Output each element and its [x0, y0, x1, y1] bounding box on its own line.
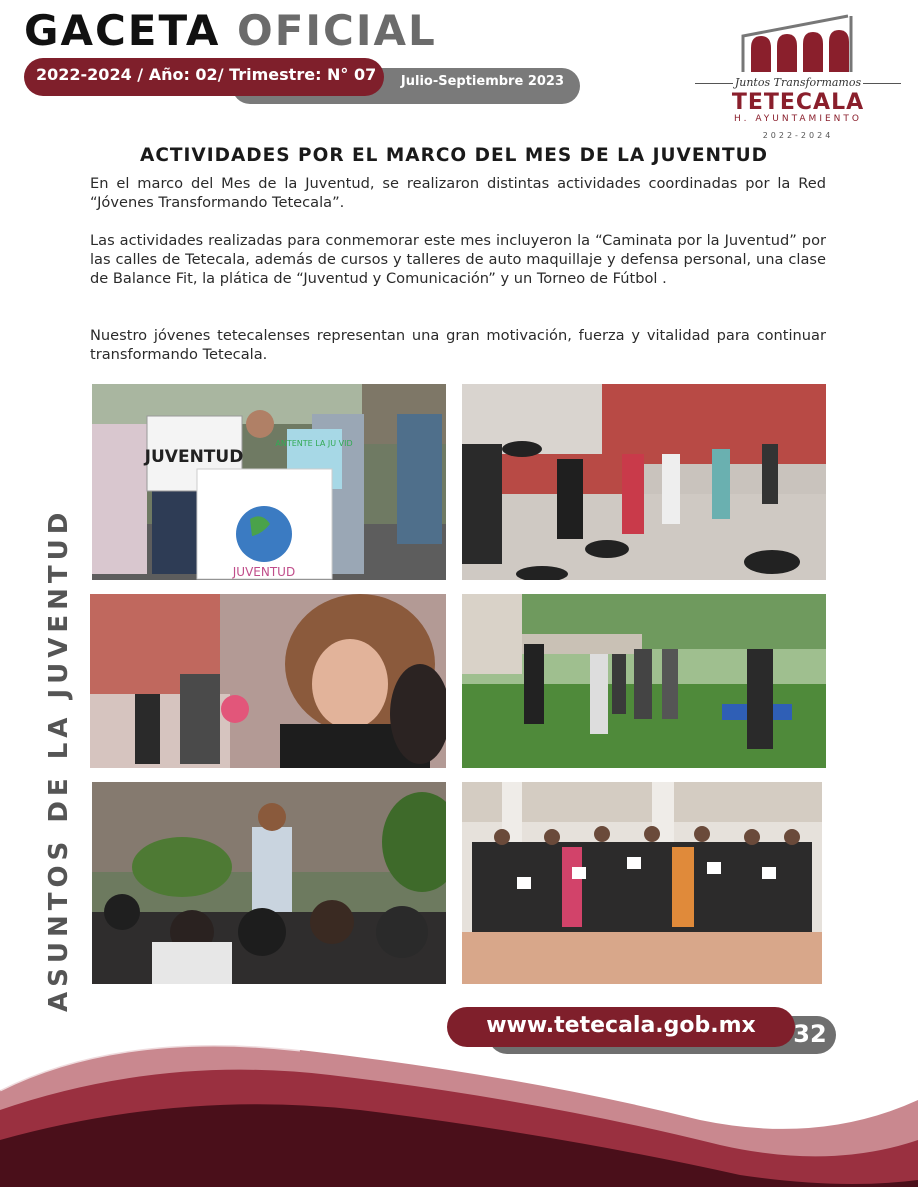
logo-name: TETECALA [731, 90, 865, 115]
article-paragraph: Las actividades realizadas para conmemorar este mes incluyeron la “Caminata por la Juventud” por las calles de Tetecala, además de cursos y talleres de auto maquillaje y defensa personal, una clase de Balance Fit, la plática de “Juventud y Comunicación” y un Torneo de Fútbol . [90, 232, 826, 287]
issue-pill [24, 58, 384, 96]
photo-youth-talk [92, 782, 446, 984]
website-pill[interactable] [447, 1007, 795, 1047]
logo-subtitle: H. AYUNTAMIENTO [734, 114, 862, 124]
issue-text: 2022-2024 / Año: 02/ Trimestre: N° 07 [36, 65, 377, 84]
period-text: Julio-Septiembre 2023 [400, 74, 564, 89]
website-link[interactable]: www.tetecala.gob.mx [486, 1013, 756, 1038]
title-word-oficial: OFICIAL [237, 6, 437, 55]
photo-group-certificates [462, 782, 822, 984]
sign-text: JUVENTUD [144, 447, 244, 467]
page-number: 32 [793, 1020, 827, 1048]
article-paragraph: En el marco del Mes de la Juventud, se realizaron distintas actividades coordinadas por la Red “Jóvenes Transformando Tetecala”. [90, 175, 826, 211]
logo-motto: Juntos Transformamos [693, 76, 903, 89]
article-heading: ACTIVIDADES POR EL MARCO DEL MES DE LA JUVENTUD [140, 145, 768, 166]
title-word-gaceta: GACETA [24, 6, 221, 55]
arches-icon [693, 10, 903, 76]
publication-title [24, 6, 437, 56]
logo-years: 2022-2024 [762, 131, 834, 140]
photo-football-tournament [462, 594, 826, 768]
article-paragraph: Nuestro jóvenes tetecalenses representan una gran motivación, fuerza y vitalidad para continuar transformando Tetecala. [90, 327, 826, 363]
section-side-label: ASUNTOS DE LA JUVENTUD [44, 507, 74, 1012]
photo-makeup-workshop [90, 594, 446, 768]
sign-text: ANTENTE LA JU VID [275, 439, 353, 448]
tetecala-logo [693, 10, 903, 142]
sign-text: JUVENTUD [232, 565, 296, 579]
photo-balance-fit [462, 384, 826, 580]
photo-youth-walk [92, 384, 446, 580]
